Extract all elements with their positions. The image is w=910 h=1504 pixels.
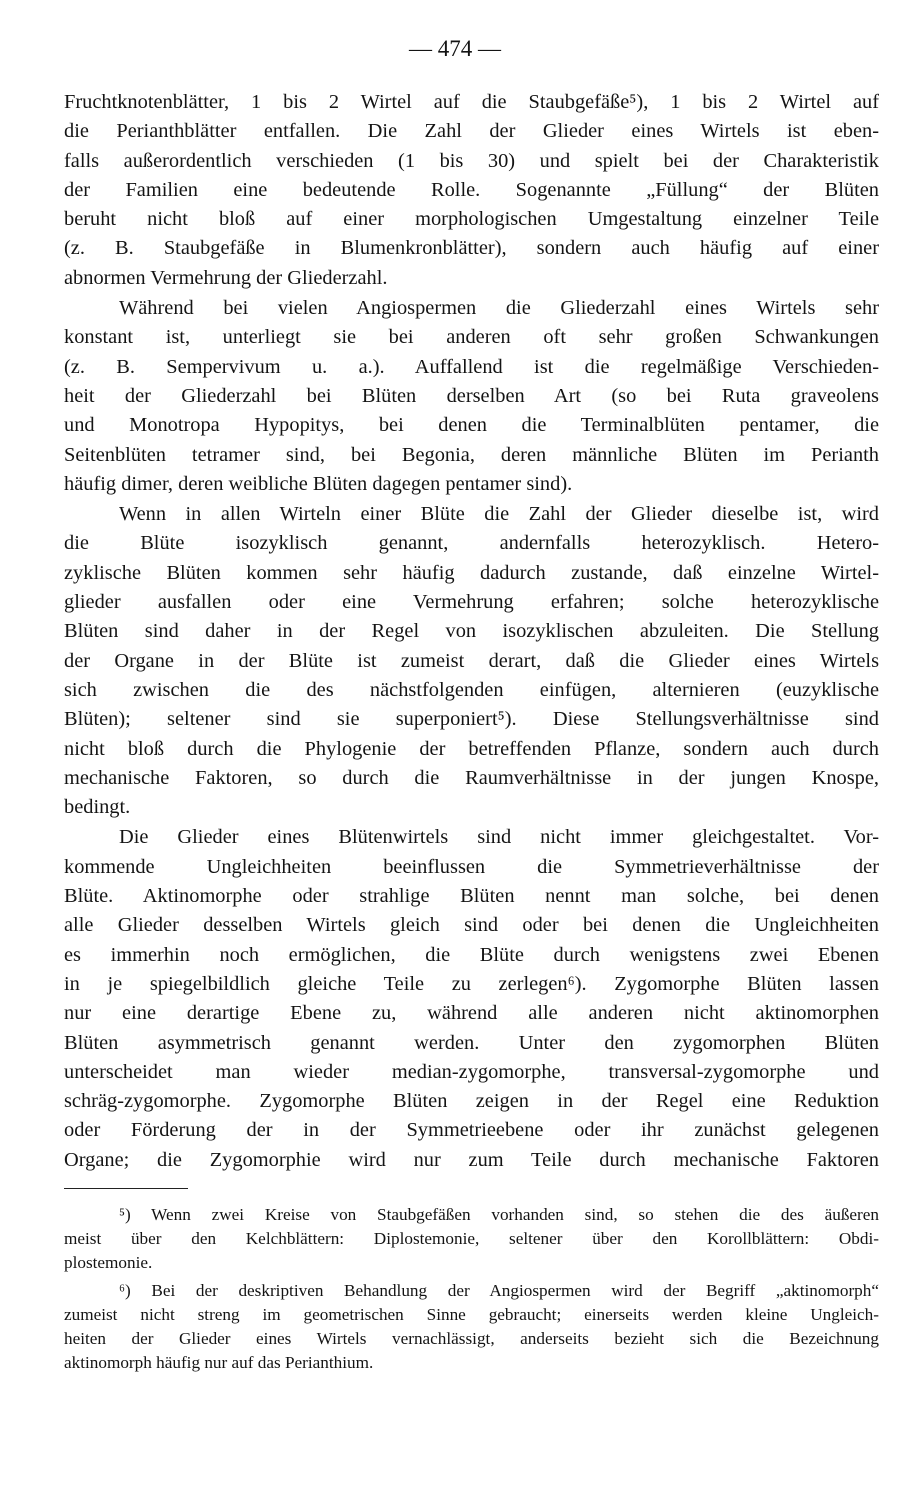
body-text [64,88,879,1175]
text-line: unterscheidet man wieder median-zygomorphe, transversal-zygomorphe und [64,1060,879,1083]
footnotes [64,1203,879,1375]
footnote-line: heiten der Glieder eines Wirtels vernachlässigt, anderseits bezieht sich die Bezeichnung [64,1328,879,1348]
text-line: nicht bloß durch die Phylogenie der betreffenden Pflanze, sondern auch durch [64,737,879,760]
text-line: beruht nicht bloß auf einer morphologischen Umgestaltung einzelner Teile [64,208,879,231]
footnote-line: meist über den Kelchblättern: Diplostemonie, seltener über den Korollblättern: Obdi- [64,1229,879,1249]
text-line: Organe; die Zygomorphie wird nur zum Teile durch mechanische Faktoren [64,1148,879,1171]
text-line: heit der Gliederzahl bei Blüten derselben Art (so bei Ruta graveolens [64,384,879,407]
footnote-line: ⁶) Bei der deskriptiven Behandlung der Angiospermen wird der Begriff „aktinomorph“ [119,1280,879,1300]
text-line: in je spiegelbildlich gleiche Teile zu zerlegen⁶). Zygomorphe Blüten lassen [64,972,879,995]
text-line: Blüten); seltener sind sie superponiert⁵). Diese Stellungsverhältnisse sind [64,708,879,731]
footnote-line: ⁵) Wenn zwei Kreise von Staubgefäßen vorhanden sind, so stehen die des äußeren [119,1205,879,1224]
footnote [64,1203,879,1276]
text-line: glieder ausfallen oder eine Vermehrung erfahren; solche heterozyklische [64,591,879,614]
text-line: Blüte. Aktinomorphe oder strahlige Blüten nennt man solche, bei denen [64,885,879,908]
text-line: sich zwischen die des nächstfolgenden einfügen, alternieren (euzyklische [64,678,879,701]
paragraph [64,294,879,499]
text-line: zyklische Blüten kommen sehr häufig dadurch zustande, daß einzelne Wirtel- [64,561,879,584]
text-line: die Blüte isozyklisch genannt, andernfalls heterozyklisch. Hetero- [64,532,879,555]
text-line: und Monotropa Hypopitys, bei denen die Terminalblüten pentamer, die [64,414,879,437]
text-line: der Familien eine bedeutende Rolle. Sogenannte „Füllung“ der Blüten [64,178,879,201]
text-line: Die Glieder eines Blütenwirtels sind nicht immer gleichgestaltet. Vor- [119,826,879,849]
footnote [64,1279,879,1376]
text-line: alle Glieder desselben Wirtels gleich sind oder bei denen die Ungleichheiten [64,914,879,937]
text-line: Fruchtknotenblätter, 1 bis 2 Wirtel auf die Staubgefäße⁵), 1 bis 2 Wirtel auf [64,91,879,113]
text-line: häufig dimer, deren weibliche Blüten dagegen pentamer sind). [64,472,573,495]
text-line: Blüten sind daher in der Regel von isozyklischen abzuleiten. Die Stellung [64,620,879,643]
footnote-line: aktinomorph häufig nur auf das Perianthium. [64,1353,374,1373]
text-line: mechanische Faktoren, so durch die Raumverhältnisse in der jungen Knospe, [64,766,879,789]
footnote-divider [64,1188,188,1189]
text-line: die Perianthblätter entfallen. Die Zahl der Glieder eines Wirtels ist eben- [64,120,879,143]
text-line: schräg-zygomorphe. Zygomorphe Blüten zeigen in der Regel eine Reduktion [64,1090,879,1113]
text-line: abnormen Vermehrung der Gliederzahl. [64,266,388,289]
text-line: Während bei vielen Angiospermen die Gliederzahl eines Wirtels sehr [119,297,879,320]
text-line: (z. B. Staubgefäße in Blumenkronblätter), sondern auch häufig auf einer [64,237,879,260]
text-line: (z. B. Sempervivum u. a.). Auffallend ist die regelmäßige Verschieden- [64,355,879,378]
text-line: bedingt. [64,796,131,819]
text-line: nur eine derartige Ebene zu, während alle anderen nicht aktinomorphen [64,1002,879,1025]
page-number: — 474 — [409,36,501,61]
text-line: oder Förderung der in der Symmetrieebene oder ihr zunächst gelegenen [64,1119,879,1142]
text-line: es immerhin noch ermöglichen, die Blüte durch wenigstens zwei Ebenen [64,943,879,966]
paragraph [64,500,879,822]
text-line: kommende Ungleichheiten beeinflussen die Symmetrieverhältnisse der [64,855,879,878]
paragraph [64,88,879,293]
text-line: konstant ist, unterliegt sie bei anderen oft sehr großen Schwankungen [64,326,879,349]
text-line: Blüten asymmetrisch genannt werden. Unter den zygomorphen Blüten [64,1031,879,1054]
footnote-line: plostemonie. [64,1253,153,1273]
text-line: Wenn in allen Wirteln einer Blüte die Zahl der Glieder dieselbe ist, wird [119,503,879,526]
text-line: der Organe in der Blüte ist zumeist derart, daß die Glieder eines Wirtels [64,649,879,672]
text-line: falls außerordentlich verschieden (1 bis 30) und spielt bei der Charakteristik [64,149,879,172]
paragraph [64,823,879,1175]
text-line: Seitenblüten tetramer sind, bei Begonia, deren männliche Blüten im Perianth [64,443,879,466]
footnote-line: zumeist nicht streng im geometrischen Sinne gebraucht; einerseits werden kleine Ungleich- [64,1304,879,1324]
